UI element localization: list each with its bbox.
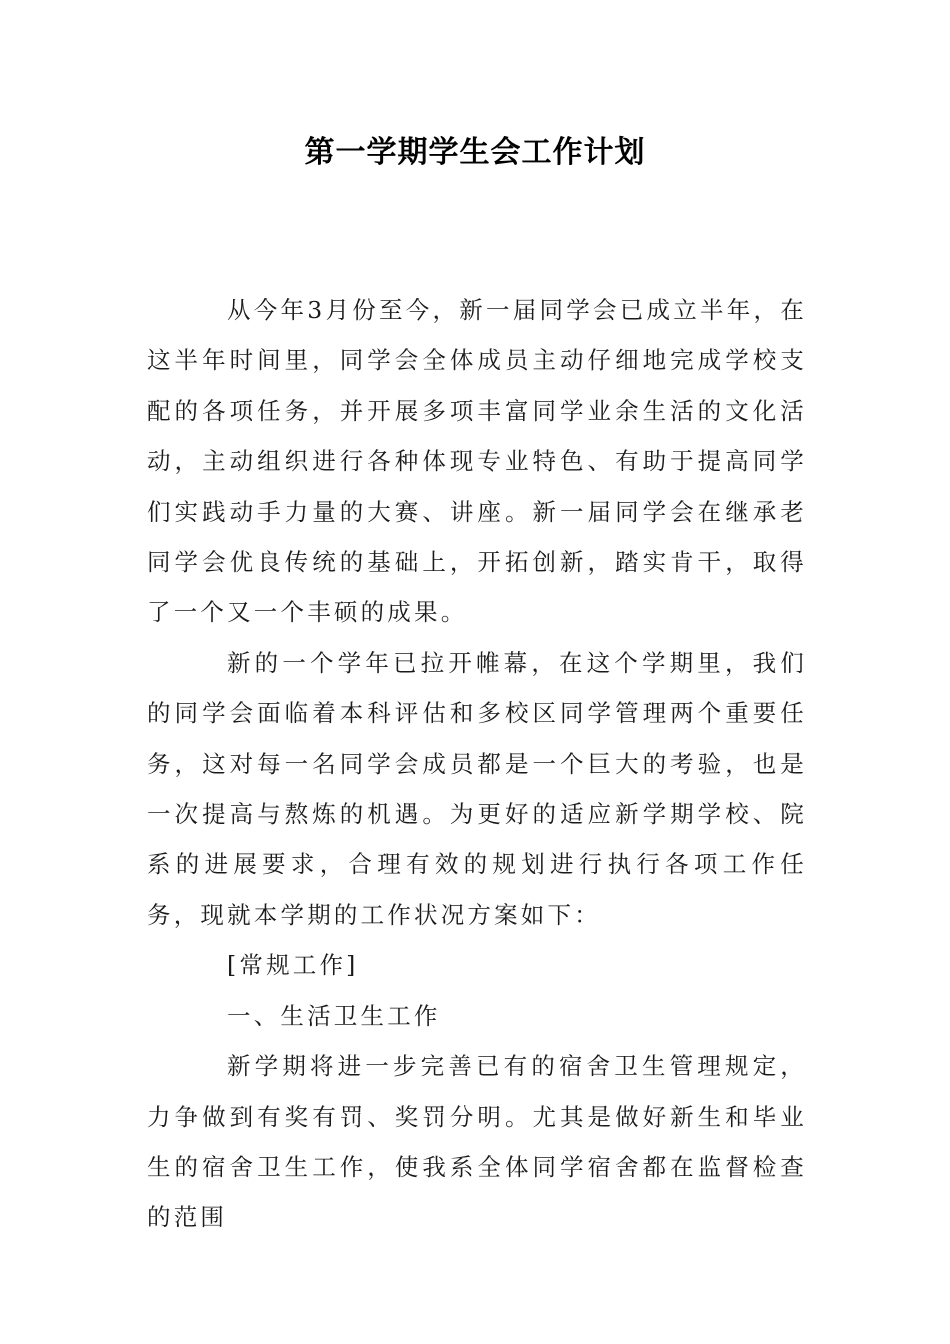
paragraph-new-semester: 新的一个学年已拉开帷幕，在这个学期里，我们的同学会面临着本科评估和多校区同学管理两个重要任务，这对每一名同学会成员都是一个巨大的考验，也是一次提高与熬炼的机遇。为更好的适应新学期学校、院系的进展要求，合理有效的规划进行执行各项工作任务，现就本学期的工作状况方案如下： [147,648,807,929]
paragraph-intro: 从今年3月份至今，新一届同学会已成立半年，在这半年时间里，同学会全体成员主动仔细地完成学校支配的各项任务，并开展多项丰富同学业余生活的文化活动，主动组织进行各种体现专业特色、有助于提高同学们实践动手力量的大赛、讲座。新一届同学会在继承老同学会优良传统的基础上，开拓创新，踏实肯干，取得了一个又一个丰硕的成果。 [147,296,807,627]
paragraph-hygiene: 新学期将进一步完善已有的宿舍卫生管理规定，力争做到有奖有罚、奖罚分明。尤其是做好新生和毕业生的宿舍卫生工作，使我系全体同学宿舍都在监督检查的范围 [147,1052,807,1232]
section-heading-routine-work: [常规工作] [227,951,359,980]
document-title: 第一学期学生会工作计划 [304,135,646,170]
subsection-heading-hygiene: 一、生活卫生工作 [227,1001,441,1030]
document-body [147,285,807,1243]
